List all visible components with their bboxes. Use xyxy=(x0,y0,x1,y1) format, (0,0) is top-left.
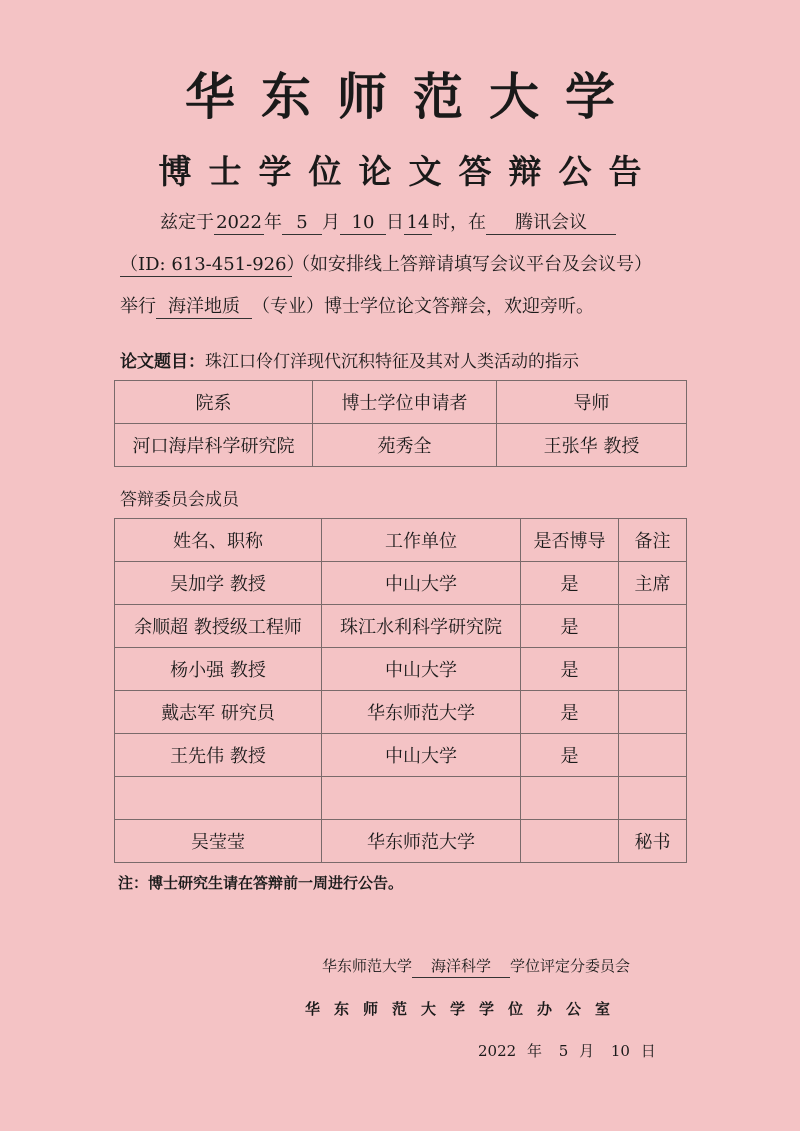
member-workplace-cell: 中山大学 xyxy=(322,648,521,691)
date-day-unit: 日 xyxy=(640,1042,656,1060)
member-workplace-cell xyxy=(322,777,521,820)
header-remark: 备注 xyxy=(619,519,687,562)
member-remark-cell xyxy=(619,605,687,648)
member-workplace-cell: 中山大学 xyxy=(322,562,521,605)
member-supervisor-cell: 是 xyxy=(521,648,619,691)
announcement-line-2 xyxy=(120,252,652,278)
table-header-row xyxy=(115,381,687,424)
table-row xyxy=(115,605,687,648)
announcement-line-1 xyxy=(160,210,616,236)
member-name-cell: 吴莹莹 xyxy=(115,820,322,863)
member-supervisor-cell: 是 xyxy=(521,605,619,648)
footnote: 注：博士研究生请在答辩前一周进行公告。 xyxy=(118,874,404,892)
member-supervisor-cell: 是 xyxy=(521,734,619,777)
member-name-cell: 王先伟 教授 xyxy=(115,734,322,777)
member-remark-cell xyxy=(619,734,687,777)
online-note: （如安排线上答辩请填写会议平台及会议号） xyxy=(292,254,652,275)
major-suffix: （专业）博士学位论文答辩会，欢迎旁听。 xyxy=(252,296,594,317)
signature-date xyxy=(478,1040,656,1061)
advisor-cell: 王张华 教授 xyxy=(497,424,687,467)
table-header-row xyxy=(115,519,687,562)
date-day: 10 xyxy=(610,1042,630,1060)
table-row xyxy=(115,691,687,734)
table-row xyxy=(115,777,687,820)
header-advisor: 导师 xyxy=(497,381,687,424)
table-row xyxy=(115,562,687,605)
member-supervisor-cell: 是 xyxy=(521,691,619,734)
member-supervisor-cell xyxy=(521,777,619,820)
member-name-cell: 戴志军 研究员 xyxy=(115,691,322,734)
member-workplace-cell: 华东师范大学 xyxy=(322,820,521,863)
committee-label: 答辩委员会成员 xyxy=(120,490,239,510)
signature-university: 华东师范大学 xyxy=(322,957,413,975)
announcement-line-3 xyxy=(120,294,594,320)
header-is-supervisor: 是否博导 xyxy=(521,519,619,562)
major-value: 海洋地质 xyxy=(156,296,252,319)
member-name-cell: 余顺超 教授级工程师 xyxy=(115,605,322,648)
thesis-topic-line xyxy=(120,347,579,372)
member-workplace-cell: 中山大学 xyxy=(322,734,521,777)
date-month: 5 xyxy=(558,1042,569,1060)
member-remark-cell xyxy=(619,777,687,820)
member-name-cell xyxy=(115,777,322,820)
committee-table xyxy=(114,518,687,863)
signature-committee xyxy=(322,955,630,978)
university-name: 华东师范大学 xyxy=(185,67,641,126)
signature-field: 海洋科学 xyxy=(412,955,510,978)
member-name-cell: 吴加学 教授 xyxy=(115,562,322,605)
member-workplace-cell: 华东师范大学 xyxy=(322,691,521,734)
year-value: 2022 xyxy=(214,212,264,235)
day-value: 10 xyxy=(340,212,386,235)
table-row xyxy=(115,424,687,467)
thesis-label: 论文题目： xyxy=(120,352,205,372)
member-workplace-cell: 珠江水利科学研究院 xyxy=(322,605,521,648)
prefix-text: 兹定于 xyxy=(160,212,214,233)
date-year: 2022 xyxy=(478,1042,517,1060)
member-remark-cell: 秘书 xyxy=(619,820,687,863)
member-supervisor-cell: 是 xyxy=(521,562,619,605)
date-month-unit: 月 xyxy=(579,1042,595,1060)
header-workplace: 工作单位 xyxy=(322,519,521,562)
month-value: 5 xyxy=(282,212,322,235)
applicant-cell: 苑秀全 xyxy=(313,424,497,467)
date-year-unit: 年 xyxy=(526,1042,542,1060)
page-title: 博士学位论文答辩公告 xyxy=(158,152,659,191)
member-remark-cell xyxy=(619,691,687,734)
table-row xyxy=(115,734,687,777)
hour-unit: 时，在 xyxy=(432,212,486,233)
thesis-topic: 珠江口伶仃洋现代沉积特征及其对人类活动的指示 xyxy=(205,352,579,372)
year-unit: 年 xyxy=(264,212,282,233)
meeting-id-value: （ID: 613-451-926） xyxy=(120,254,305,275)
signature-office: 华东师范大学学位办公室 xyxy=(305,1000,625,1018)
member-supervisor-cell xyxy=(521,820,619,863)
applicant-table xyxy=(114,380,687,467)
table-row xyxy=(115,820,687,863)
hour-value: 14 xyxy=(404,212,432,235)
held-text: 举行 xyxy=(120,296,156,317)
header-department: 院系 xyxy=(115,381,313,424)
member-remark-cell: 主席 xyxy=(619,562,687,605)
member-remark-cell xyxy=(619,648,687,691)
signature-committee-suffix: 学位评定分委员会 xyxy=(510,957,631,975)
header-applicant: 博士学位申请者 xyxy=(313,381,497,424)
venue-value: 腾讯会议 xyxy=(486,212,616,235)
department-cell: 河口海岸科学研究院 xyxy=(115,424,313,467)
header-name-title: 姓名、职称 xyxy=(115,519,322,562)
month-unit: 月 xyxy=(322,212,340,233)
member-name-cell: 杨小强 教授 xyxy=(115,648,322,691)
day-unit: 日 xyxy=(386,212,404,233)
table-row xyxy=(115,648,687,691)
